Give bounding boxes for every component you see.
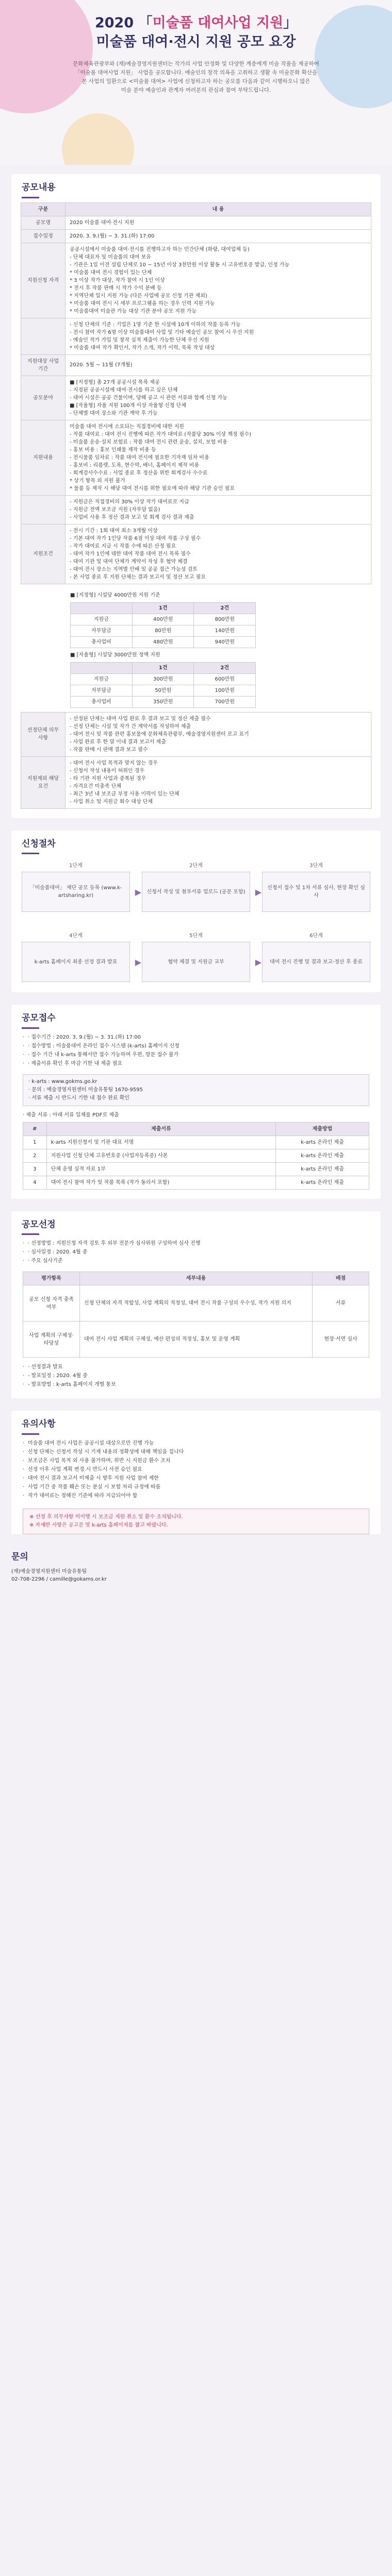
step-text: 협약 체결 및 지원금 교부 — [142, 942, 250, 982]
table-cell: 50만원 — [132, 685, 194, 696]
apply-line: · · 제출서류 확인 후 마감 기한 내 제출 필요 — [23, 1059, 369, 1068]
value-line: - 예술인 작가 가입 및 창작 실적 제출이 가능한 단체 우선 지원 — [70, 337, 209, 343]
table-cell: 지원금 — [71, 673, 133, 685]
table-row — [71, 625, 256, 636]
notice-lines — [11, 1439, 381, 1506]
table-row — [21, 495, 371, 524]
arrow-right-icon: ▶ — [135, 957, 141, 967]
table-row — [21, 420, 371, 495]
page-title: 2020 「미술품 대여사업 지원」 미술품 대여·전시 지원 공모 요강 — [94, 15, 298, 50]
contact-section — [0, 1543, 392, 1592]
table-header: 2건 — [194, 602, 256, 614]
arrow-right-icon: ▶ — [255, 887, 262, 897]
table-cell: 140만원 — [194, 625, 256, 636]
table-cell: k-arts 온라인 제출 — [276, 1162, 369, 1176]
table-row — [21, 376, 371, 420]
table-cell: k-arts 온라인 제출 — [276, 1149, 369, 1162]
support-table — [70, 602, 256, 648]
outline-table — [21, 202, 371, 584]
table-row — [23, 1162, 369, 1176]
table-cell: 사업 계획의 구체성·타당성 — [23, 1321, 80, 1358]
row-label — [21, 495, 66, 524]
table-row — [21, 524, 371, 584]
row-label: 선정단체 의무사항 — [21, 712, 66, 756]
selection-section — [11, 1211, 381, 1399]
table-header: 세부내용 — [80, 1272, 313, 1285]
value-line: - 타 기관 지원 사업과 중복된 경우 — [70, 775, 146, 782]
process-step — [262, 931, 370, 982]
notice-line: · 선정 이후 사업 계획 변경 시 반드시 사전 승인 필요 — [23, 1465, 369, 1474]
table-row — [21, 756, 371, 808]
table-cell: 공모 신청 자격 충족 여부 — [23, 1285, 80, 1321]
value-line: * 미술품대여 미술관 가능 대상 기관 분야 공모 지원 가능 — [70, 308, 197, 314]
contact-line: · k-arts : www.gokms.go.kr — [28, 1078, 97, 1084]
value-line: - 선정 단체는 시설 및 작가 간 계약서를 작성하여 제출 — [70, 723, 191, 730]
selection-after-lines — [11, 1363, 381, 1398]
value-line: - 대여 전시 및 작품 관련 홍보물에 문화체육관광부, 예술경영지원센터 로고 표기 — [70, 731, 249, 737]
table-cell: 지원사업 신청 단체 고유번호증 (사업자등록증) 사본 — [46, 1149, 275, 1162]
table-header: 제출방법 — [276, 1122, 369, 1136]
step-number: 4단계 — [69, 933, 83, 939]
step-number: 3단계 — [309, 863, 323, 869]
selection-after-line: · - 발표일정 : 2020. 4월 중 — [23, 1371, 369, 1380]
table-cell: 700만원 — [194, 696, 256, 707]
value-line: - 대여 작가 1인에 대한 대여 작품 대여 전시 목록 필수 — [70, 551, 191, 557]
support-table — [70, 662, 256, 708]
table-row — [71, 636, 256, 648]
value-line: - 사업 취소 및 지원금 회수 대상 단체 — [70, 799, 153, 805]
table-header — [71, 662, 133, 673]
table-cell: 800만원 — [194, 614, 256, 625]
table-header: 구분 — [21, 202, 66, 216]
value-line: - 최근 3년 내 보조금 부정 사용 이력이 있는 단체 — [70, 791, 179, 797]
value-line: - 작품 판매 시 판매 결과 보고 필수 — [70, 747, 148, 753]
outline-section — [11, 174, 381, 818]
process-step — [22, 931, 141, 982]
process-step — [142, 861, 262, 912]
table-cell: 총사업비 — [71, 636, 133, 648]
row-label: 지원대상 사업기간 — [21, 354, 66, 376]
step-text: 「미술품대여」 재단 공모 등록 (www.k-artsharing.kr) — [22, 872, 130, 912]
section-title: 공모접수 — [11, 1005, 381, 1033]
process-step — [22, 861, 141, 912]
contact-line: (재)예술경영지원센터 미술유통팀 — [11, 1569, 87, 1574]
table-row — [23, 1176, 369, 1189]
apply-lines — [11, 1033, 381, 1074]
value-line: - 지원금은 직접경비의 30% 이상 작가 대여료로 지급 — [70, 499, 189, 505]
table-cell: 신청 단체의 자격 적합성, 사업 계획의 적정성, 대여 전시 작품 구성의 우수성, 작가 지원 의지 — [80, 1285, 313, 1321]
value-line: * 전시 후 작품 판매 시 작가 수익 분배 등 — [70, 285, 162, 291]
table-header: 2건 — [194, 662, 256, 673]
value-line: - 지정된 공공시설에 대여·전시를 하고 싶은 단체 — [70, 387, 178, 393]
table-row — [21, 712, 371, 756]
step-text: 신청서 접수 및 1차 서류 심사, 현장 확인 심사 — [262, 872, 370, 912]
table-header: 1건 — [132, 602, 194, 614]
row-label: 지원신청 자격 — [21, 243, 66, 318]
apply-line: · · 접수방법 : 미술품대여 온라인 접수 시스템 (k-arts) 홈페이지 신청 — [23, 1042, 369, 1050]
intro-text: 문화체육관광부와 (재)예술경영지원센터는 작가의 사업 안정화 및 다양한 계층에게 미술 작품을 제공하여 「미술품 대여사업 지원」 사업을 공모합니다. 예술인의 창작 의욕을 고취하고 생활 속 미술문화 확산을 본 사업의 일환으로 <미술품 대여> 사업에 신청하고자 하는 공모를 다음과 같이 시행하오니 많은 미술 분야 예술인과 관계자 여러분의 관심과 참여 부탁드립니다. — [73, 61, 319, 93]
arrow-right-icon: ▶ — [255, 957, 262, 967]
table-header: 제출서류 — [46, 1122, 275, 1136]
selection-after-line: · · 선정결과 발표 — [23, 1363, 369, 1371]
table-cell: 단체 운영 실적 자료 1부 — [46, 1162, 275, 1176]
table-row — [71, 673, 256, 685]
docs-caption: · 제출 서류 : 아래 서류 일체를 PDF로 제출 — [23, 1112, 119, 1118]
table-cell: 1 — [23, 1136, 47, 1149]
table-cell: k-arts 지원신청서 및 기관 대표 서명 — [46, 1136, 275, 1149]
value-line: 미술품 대여 전시에 소요되는 직접경비에 대한 지원 — [70, 423, 184, 430]
value-line: - 단체 대표자 및 미술품의 대여 보유 — [70, 254, 151, 260]
process-step — [142, 931, 262, 982]
step-text: 대여 전시 진행 및 결과 보고·정산 후 종료 — [262, 942, 370, 982]
value-line: * 지역단체 일시 지원 가능 (다른 사업에 공모 신청 기관 제외) — [70, 293, 207, 299]
table-cell: 80만원 — [132, 625, 194, 636]
row-value — [66, 756, 371, 808]
apply-contact-box — [23, 1074, 369, 1106]
selection-line: · · 선정방법 : 지원신청 자격 검토 후 외부 전문가 심사위원 구성하여 심사 진행 — [23, 1239, 369, 1248]
row-value — [66, 524, 371, 584]
value-line: * 미술품 대여 작가 확인서, 작가 소개, 작가 이력, 목록 작성 대상 — [70, 345, 215, 351]
value-line: - 대여 시설은 공공 건물이며, 당해 공고 시 관련 서류와 함께 신청 가능 — [70, 395, 227, 401]
value-line: - 지원금 전액 보조금 지원 (자부담 없음) — [70, 506, 160, 513]
value-line: - 사업 완료 후 한 달 이내 결과 보고서 제출 — [70, 739, 166, 745]
apply-line: · · 접수기간 : 2020. 3. 9.(월) ~ 3. 31.(화) 17:00 — [23, 1033, 369, 1042]
warning-line: ※ 자세한 사항은 공고문 및 k-arts 홈페이지를 참고 바랍니다. — [29, 1522, 168, 1528]
selection-lines — [11, 1239, 381, 1272]
step-number: 6단계 — [309, 933, 323, 939]
row-value — [66, 376, 371, 420]
table-cell: 총사업비 — [71, 696, 133, 707]
support-caption: ■ [지정형] 시설당 4000만원 지원 기준 — [70, 592, 160, 598]
value-line: - 대여 전시 장소는 지역별 안배 및 공공 접근 가능성 검토 — [70, 566, 198, 572]
table-row — [21, 216, 371, 229]
notice-line: · 신청 단체는 신청서 작성 시 기재 내용의 정확성에 대해 책임을 집니다 — [23, 1448, 369, 1456]
section-title: 공모선정 — [11, 1211, 381, 1240]
notice-line: · 사업 기간 중 작품 훼손 또는 분실 시 보험 처리 규정에 따름 — [23, 1483, 369, 1492]
value-line: - 단체별 대여 장소와 기관 계약 후 가능 — [70, 410, 158, 416]
value-line: - 본 사업 종료 후 지원 단체는 결과 보고서 및 정산 보고 필요 — [70, 574, 206, 580]
contact-title: 문의 — [11, 1551, 28, 1562]
extra-table — [21, 712, 371, 809]
step-number: 5단계 — [189, 933, 203, 939]
selection-line: · · 심사일정 : 2020. 4월 중 — [23, 1248, 369, 1257]
table-row — [23, 1321, 369, 1358]
row-label: 공모명 — [21, 216, 66, 229]
table-cell: 600만원 — [194, 673, 256, 685]
value-line: - 대여 전시 사업 목적과 맞지 않는 경우 — [70, 760, 158, 766]
row-value — [66, 420, 371, 495]
warning-line: ※ 선정 후 의무사항 미이행 시 보조금 지원 취소 및 환수 조치됩니다. — [29, 1514, 183, 1520]
value-line: ■ [지정형] 총 27개 공공시설 목록 제공 — [70, 379, 160, 385]
value-text: 2020. 5월 ~ 11월 (7개월) — [70, 362, 133, 368]
value-line: - 기관은 1일 이전 설립 단체로 10 ~ 15년 이상 3천만원 이상 활동 시 고유번호증 발급, 인정 가능 — [70, 262, 290, 268]
table-row — [71, 696, 256, 707]
notice-line: · 보조금은 사업 목적 외 사용 불가하며, 위반 시 지원금 환수 조치 — [23, 1456, 369, 1465]
value-line: * 3 이상 작가 대상, 작가 참여 시 1인 이상 — [70, 277, 165, 283]
table-row — [71, 685, 256, 696]
table-cell: 서류 — [313, 1285, 369, 1321]
value-line: - 기본 대여 작가 1인당 작품 6점 이상 대여 작품 구성 필수 — [70, 535, 201, 541]
row-label — [21, 318, 66, 354]
row-value — [66, 354, 371, 376]
table-cell: 4 — [23, 1176, 47, 1189]
notice-section — [11, 1411, 381, 1534]
warning-box — [23, 1509, 369, 1534]
selection-table — [23, 1272, 369, 1358]
support-caption: ■ [자율형] 시설당 3000만원 정액 지원 — [70, 652, 160, 658]
selection-after-line: · - 발표방법 : k-arts 홈페이지 개별 통보 — [23, 1380, 369, 1389]
table-cell: k-arts 온라인 제출 — [276, 1136, 369, 1149]
table-cell: 300만원 — [132, 673, 194, 685]
docs-table — [23, 1122, 369, 1190]
value-line: - 자격요건 미충족 단체 — [70, 783, 122, 789]
row-value — [66, 243, 371, 318]
value-line: - 전시 참여 작가 6명 이상 미술품대여 사업 및 기타 예술인 공모 참여 시 우선 지원 — [70, 329, 254, 335]
section-title: 공모내용 — [11, 174, 381, 202]
step-text: k-arts 홈페이지 최종 선정 결과 발표 — [22, 942, 130, 982]
table-cell: 2 — [23, 1149, 47, 1162]
step-number: 1단계 — [69, 863, 83, 869]
step-number: 2단계 — [189, 863, 203, 869]
table-cell: 940만원 — [194, 636, 256, 648]
row-label: 접수일정 — [21, 229, 66, 243]
value-text: 2020 미술품 대여·전시 지원 — [70, 219, 135, 226]
notice-line: · 미술품 대여 전시 사업은 공공시설 대상으로만 진행 가능 — [23, 1439, 369, 1448]
step-text: 신청서 작성 및 첨부서류 업로드 (공문 포함) — [142, 872, 250, 912]
contact-line: · 문의 : 예술경영지원센터 미술유통팀 1670-9595 — [28, 1087, 143, 1093]
process-step — [262, 861, 370, 912]
hero-banner — [0, 0, 392, 165]
table-row — [21, 243, 371, 318]
value-line: - 사업비 사용 후 정산 결과 보고 및 회계 검사 결과 제출 — [70, 514, 194, 520]
table-cell: 350만원 — [132, 696, 194, 707]
row-value — [66, 712, 371, 756]
value-line: - 홍보 비용 : 홍보 인쇄물 제작 비용 등 — [70, 447, 156, 453]
row-value — [66, 216, 371, 229]
row-value — [66, 229, 371, 243]
value-line: - 선정된 단체는 대여 사업 완료 후 결과 보고 및 정산 제출 필수 — [70, 716, 211, 722]
value-line: * 미술품 대여 전시 시 세부 프로그램을 하는 경우 인력 지원 가능 — [70, 300, 215, 307]
process-steps — [11, 858, 381, 992]
value-text: 2020. 3. 9.(월) ~ 3. 31.(화) 17:00 — [70, 233, 155, 239]
table-header: 배점 — [313, 1272, 369, 1285]
value-line: * 미술품 대여 전시 경험이 있는 단체 — [70, 269, 152, 276]
selection-line: · · 주요 심사기준 — [23, 1257, 369, 1265]
row-label: 공모분야 — [21, 376, 66, 420]
arrow-right-icon: ▶ — [135, 887, 141, 897]
value-line: - 전시물품 임차료 : 작품 대여 전시에 필요한 기자재 임차 비용 — [70, 454, 209, 461]
table-cell: 400만원 — [132, 614, 194, 625]
section-title: 유의사항 — [11, 1411, 381, 1439]
table-row — [23, 1149, 369, 1162]
value-line: - 미술품 운송·설치 보험료 : 작품 대여 전시 관련 운송, 설치, 보험 비용 — [70, 439, 227, 445]
table-cell: 대여 전시 참여 작가 및 작품 목록 (작가 동의서 포함) — [46, 1176, 275, 1189]
row-value — [66, 318, 371, 354]
value-line: - 신청서 작성 내용이 허위인 경우 — [70, 768, 145, 774]
apply-section — [11, 1005, 381, 1199]
table-header — [71, 602, 133, 614]
table-header: 내 용 — [66, 202, 371, 216]
table-cell: 480만원 — [132, 636, 194, 648]
decor-blob — [62, 113, 134, 165]
table-row — [71, 614, 256, 625]
table-row — [21, 354, 371, 376]
value-line: * 상기 항목 외 지원 불가 — [70, 478, 125, 484]
table-cell: 3 — [23, 1162, 47, 1176]
notice-line: · 대여 전시 결과 보고서 미제출 시 향후 지원 사업 참여 제한 — [23, 1474, 369, 1483]
table-header: # — [23, 1122, 47, 1136]
notice-line: · 작가 대여료는 정해진 기준에 따라 지급되어야 함 — [23, 1492, 369, 1500]
table-cell: 100만원 — [194, 685, 256, 696]
table-cell: 대여 전시 사업 계획의 구체성, 예산 편성의 적정성, 홍보 및 운영 계획 — [80, 1321, 313, 1358]
contact-line: 02-708-2296 / camille@gokams.or.kr — [11, 1577, 107, 1582]
row-label: 지원내용 — [21, 420, 66, 495]
table-row — [21, 318, 371, 354]
table-cell: k-arts 온라인 제출 — [276, 1176, 369, 1189]
value-line: 공공시설에서 미술품 대여·전시를 진행하고자 하는 민간단체 (화랑, 대여업체 등) — [70, 246, 250, 252]
table-cell: 지원금 — [71, 614, 133, 625]
table-cell: 자부담금 — [71, 625, 133, 636]
value-line: * 물품 등 제작 시 해당 대여 전시를 위한 필요에 따라 해당 기관 승인 필요 — [70, 485, 235, 492]
row-label: 지원조건 — [21, 524, 66, 584]
section-title: 신청절차 — [11, 831, 381, 859]
table-cell: 현장·서면 심사 — [313, 1321, 369, 1358]
value-line: - 대여 기관 및 대여 단체가 계약서 작성 후 협약 체결 — [70, 558, 188, 565]
apply-line: · · 접수 기간 내 k-arts 통해서만 접수 가능하며 우편, 방문 접수 불가 — [23, 1050, 369, 1059]
value-line: ■ [자율형] 자율 지원 100개 이상 자율형 신청 단체 — [70, 402, 186, 409]
value-line: - 전시 기간 : 1회 대여 최소 3개월 이상 — [70, 528, 158, 534]
row-label: 지원제외 해당요건 — [21, 756, 66, 808]
table-header: 1건 — [132, 662, 194, 673]
table-cell: 자부담금 — [71, 685, 133, 696]
table-header: 평가항목 — [23, 1272, 80, 1285]
value-line: - 작가 대여료 지급 시 작품 수에 따른 산정 필요 — [70, 543, 176, 549]
process-section — [11, 831, 381, 993]
value-line: - 회계검사수수료 : 사업 종료 후 정산을 위한 회계검사 수수료 — [70, 470, 208, 476]
row-value — [66, 495, 371, 524]
table-row — [23, 1285, 369, 1321]
contact-line: · 서류 제출 시 반드시 기한 내 접수 완료 확인 — [28, 1095, 130, 1101]
table-row — [23, 1136, 369, 1149]
value-line: - 작품 대여료 : 대여 전시 진행에 따른 작가 대여료 (작품당 30% 이상 책정 필수) — [70, 431, 251, 437]
table-row — [21, 229, 371, 243]
value-line: - 신청 단체의 기준 : 기업은 1명 기준 한 시설에 10개 이하의 작품 등록 가능 — [70, 321, 241, 328]
support-tables — [21, 584, 371, 708]
value-line: - 홍보비 : 리플렛, 도록, 현수막, 배너, 홈페이지 제작 비용 — [70, 462, 200, 468]
